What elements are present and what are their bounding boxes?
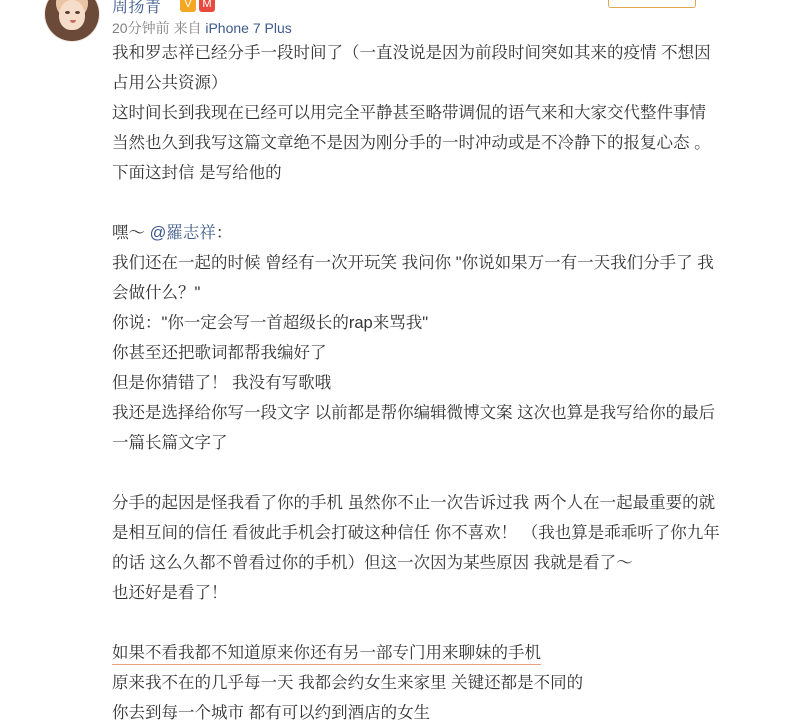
username[interactable]: 周扬青 — [112, 0, 162, 16]
paragraph-intro-3: 下面这封信 是写给他的 — [112, 164, 282, 182]
avatar-eye-right — [75, 11, 80, 14]
badge-group — [180, 0, 215, 12]
final-block-paragraph-2: 你去到每一个城市 都有可以约到酒店的女生 — [112, 704, 431, 722]
highlighted-line: 如果不看我都不知道原来你还有另一部专门用来聊妹的手机 — [112, 644, 541, 665]
member-badge[interactable]: M — [199, 0, 215, 12]
highlighted-line-wrapper — [112, 638, 720, 668]
letter-paragraph-2: 你说："你一定会写一首超级长的rap来骂我" — [112, 314, 429, 332]
mention-link[interactable]: @羅志祥 — [149, 224, 216, 242]
spacer-2 — [112, 458, 720, 488]
letter-paragraph-1: 我们还在一起的时候 曾经有一次开玩笑 我问你 "你说如果万一有一天我们分手了 我会做什么？" — [112, 254, 714, 302]
paragraph-intro-1: 我和罗志祥已经分手一段时间了（一直没说是因为前段时间突如其来的疫情 不想因占用公共资源） — [112, 44, 711, 92]
paragraph-intro-2: 这时间长到我现在已经可以用完全平静甚至略带调侃的语气来和大家交代整件事情 当然也久到我写这篇文章绝不是因为刚分手的一时冲动或是不冷静下的报复心态 。 — [112, 104, 711, 152]
follow-button-label — [642, 0, 670, 1]
greeting-line — [112, 218, 720, 248]
final-block-paragraph-1: 原来我不在的几乎每一天 我都会约女生来家里 关键还都是不同的 — [112, 674, 584, 692]
post-content — [112, 38, 720, 728]
avatar-eye-left — [65, 11, 70, 14]
second-block-paragraph-2: 也还好是看了！ — [112, 584, 228, 602]
source-label: 来自 — [173, 20, 202, 36]
greeting-suffix: ： — [215, 224, 233, 242]
plus-icon — [634, 0, 642, 1]
spacer-1 — [112, 188, 720, 218]
letter-paragraph-5: 我还是选择给你写一段文字 以前都是帮你编辑微博文案 这次也算是我写给你的最后一篇长篇文字了 — [112, 404, 716, 452]
letter-paragraph-3: 你甚至还把歌词都帮我编好了 — [112, 344, 327, 362]
spacer-3 — [112, 608, 720, 638]
verified-badge[interactable]: V — [180, 0, 196, 12]
avatar-face — [59, 0, 85, 30]
avatar[interactable] — [44, 0, 100, 42]
follow-button[interactable] — [608, 0, 696, 8]
greeting-prefix: 嘿～ — [112, 224, 150, 242]
post-meta — [112, 18, 292, 38]
post-time: 20分钟前 — [112, 20, 170, 36]
letter-paragraph-4: 但是你猜错了！ 我没有写歌哦 — [112, 374, 332, 392]
second-block-paragraph-1: 分手的起因是怪我看了你的手机 虽然你不止一次告诉过我 两个人在一起最重要的就是相互间的信任 看彼此手机会打破这种信任 你不喜欢！ （我也算是乖乖听了你九年的话 这么久都不曾看过你的手机）但这一次因为某些原因 我就是看了～ — [112, 494, 720, 572]
source-device[interactable]: iPhone 7 Plus — [205, 20, 292, 36]
